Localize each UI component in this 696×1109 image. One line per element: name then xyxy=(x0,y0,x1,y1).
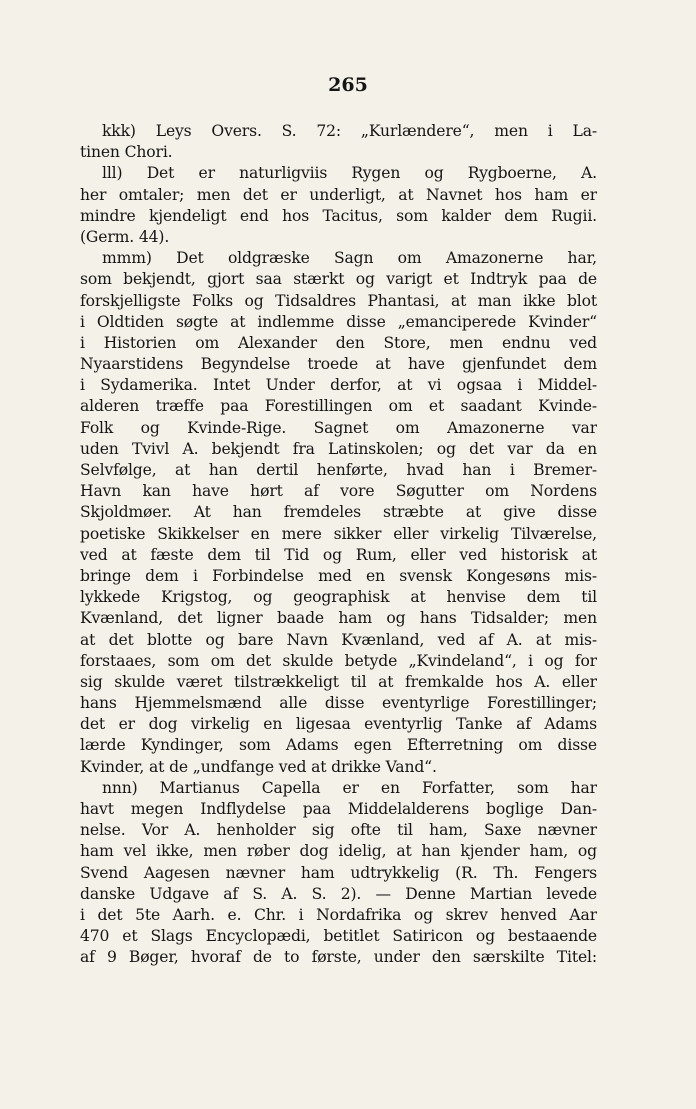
page-number: 265 xyxy=(328,74,368,96)
text-line: kkk) Leys Overs. S. 72: „Kurlændere“, men i La- xyxy=(102,122,597,140)
text-line: i Historien om Alexander den Store, men endnu ved xyxy=(80,333,597,352)
text-line: lærde Kyndinger, som Adams egen Efterretning om disse xyxy=(80,736,597,755)
text-line: i det 5te Aarh. e. Chr. i Nordafrika og skrev henved Aar xyxy=(80,905,597,924)
text-line: Selvfølge, at han dertil henførte, hvad han i Bremer- xyxy=(80,461,597,479)
text-line: det er dog virkelig en ligesaa eventyrlig Tanke af Adams xyxy=(80,715,597,734)
text-line: af 9 Bøger, hvoraf de to første, under den særskilte Titel: xyxy=(80,948,597,967)
text-line: alderen træffe paa Forestillingen om et saadant Kvinde- xyxy=(80,397,597,416)
text-line: at det blotte og bare Navn Kvænland, ved af A. at mis- xyxy=(80,630,597,649)
text-line: sig skulde været tilstrækkeligt til at fremkalde hos A. eller xyxy=(80,672,597,691)
text-line: ham vel ikke, men røber dog idelig, at han kjender ham, og xyxy=(80,842,597,861)
text-line: Kvænland, det ligner baade ham og hans Tidsalder; men xyxy=(80,609,597,628)
text-line: hans Hjemmelsmænd alle disse eventyrlige Forestillinger; xyxy=(80,694,597,713)
text-line: 470 et Slags Encyclopædi, betitlet Satiricon og bestaaende xyxy=(80,927,597,946)
text-line: nnn) Martianus Capella er en Forfatter, som har xyxy=(102,778,597,797)
text-line: poetiske Skikkelser en mere sikker eller virkelig Tilværelse, xyxy=(80,524,597,543)
text-line: Folk og Kvinde-Rige. Sagnet om Amazonerne var xyxy=(80,418,597,437)
text-line: lll) Det er naturligviis Rygen og Rygboerne, A. xyxy=(102,164,597,183)
text-line: Skjoldmøer. At han fremdeles stræbte at give disse xyxy=(80,503,597,522)
body-text xyxy=(80,121,597,969)
text-line: her omtaler; men det er underligt, at Navnet hos ham er xyxy=(80,185,597,204)
text-line: mmm) Det oldgræske Sagn om Amazonerne har, xyxy=(102,249,597,268)
text-line: Kvinder, at de „undfange ved at drikke Vand“. xyxy=(80,757,437,776)
text-line: nelse. Vor A. henholder sig ofte til ham, Saxe nævner xyxy=(80,821,597,840)
text-line: i Sydamerika. Intet Under derfor, at vi ogsaa i Middel- xyxy=(80,376,597,395)
text-line: Havn kan have hørt af vore Søgutter om Nordens xyxy=(80,482,597,501)
text-line: danske Udgave af S. A. S. 2). — Denne Martian levede xyxy=(80,884,597,903)
text-line: Svend Aagesen nævner ham udtrykkelig (R. Th. Fengers xyxy=(80,863,597,882)
text-line: forstaaes, som om det skulde betyde „Kvindeland“, i og for xyxy=(80,651,597,670)
text-line: ved at fæste dem til Tid og Rum, eller ved historisk at xyxy=(80,545,597,564)
text-line: mindre kjendeligt end hos Tacitus, som kalder dem Rugii. xyxy=(80,206,597,225)
text-line: Nyaarstidens Begyndelse troede at have gjenfundet dem xyxy=(80,355,597,374)
text-line: havt megen Indflydelse paa Middelalderens boglige Dan- xyxy=(80,800,597,818)
text-line: (Germ. 44). xyxy=(80,227,170,246)
text-line: lykkede Krigstog, og geographisk at henvise dem til xyxy=(80,588,597,607)
text-line: forskjelligste Folks og Tidsaldres Phantasi, at man ikke blot xyxy=(80,291,597,310)
text-line: uden Tvivl A. bekjendt fra Latinskolen; og det var da en xyxy=(80,439,597,458)
text-line: tinen Chori. xyxy=(80,143,173,162)
text-line: i Oldtiden søgte at indlemme disse „emanciperede Kvinder“ xyxy=(80,312,597,331)
text-line: bringe dem i Forbindelse med en svensk Kongesøns mis- xyxy=(80,566,597,585)
text-line: som bekjendt, gjort saa stærkt og varigt et Indtryk paa de xyxy=(80,270,597,289)
